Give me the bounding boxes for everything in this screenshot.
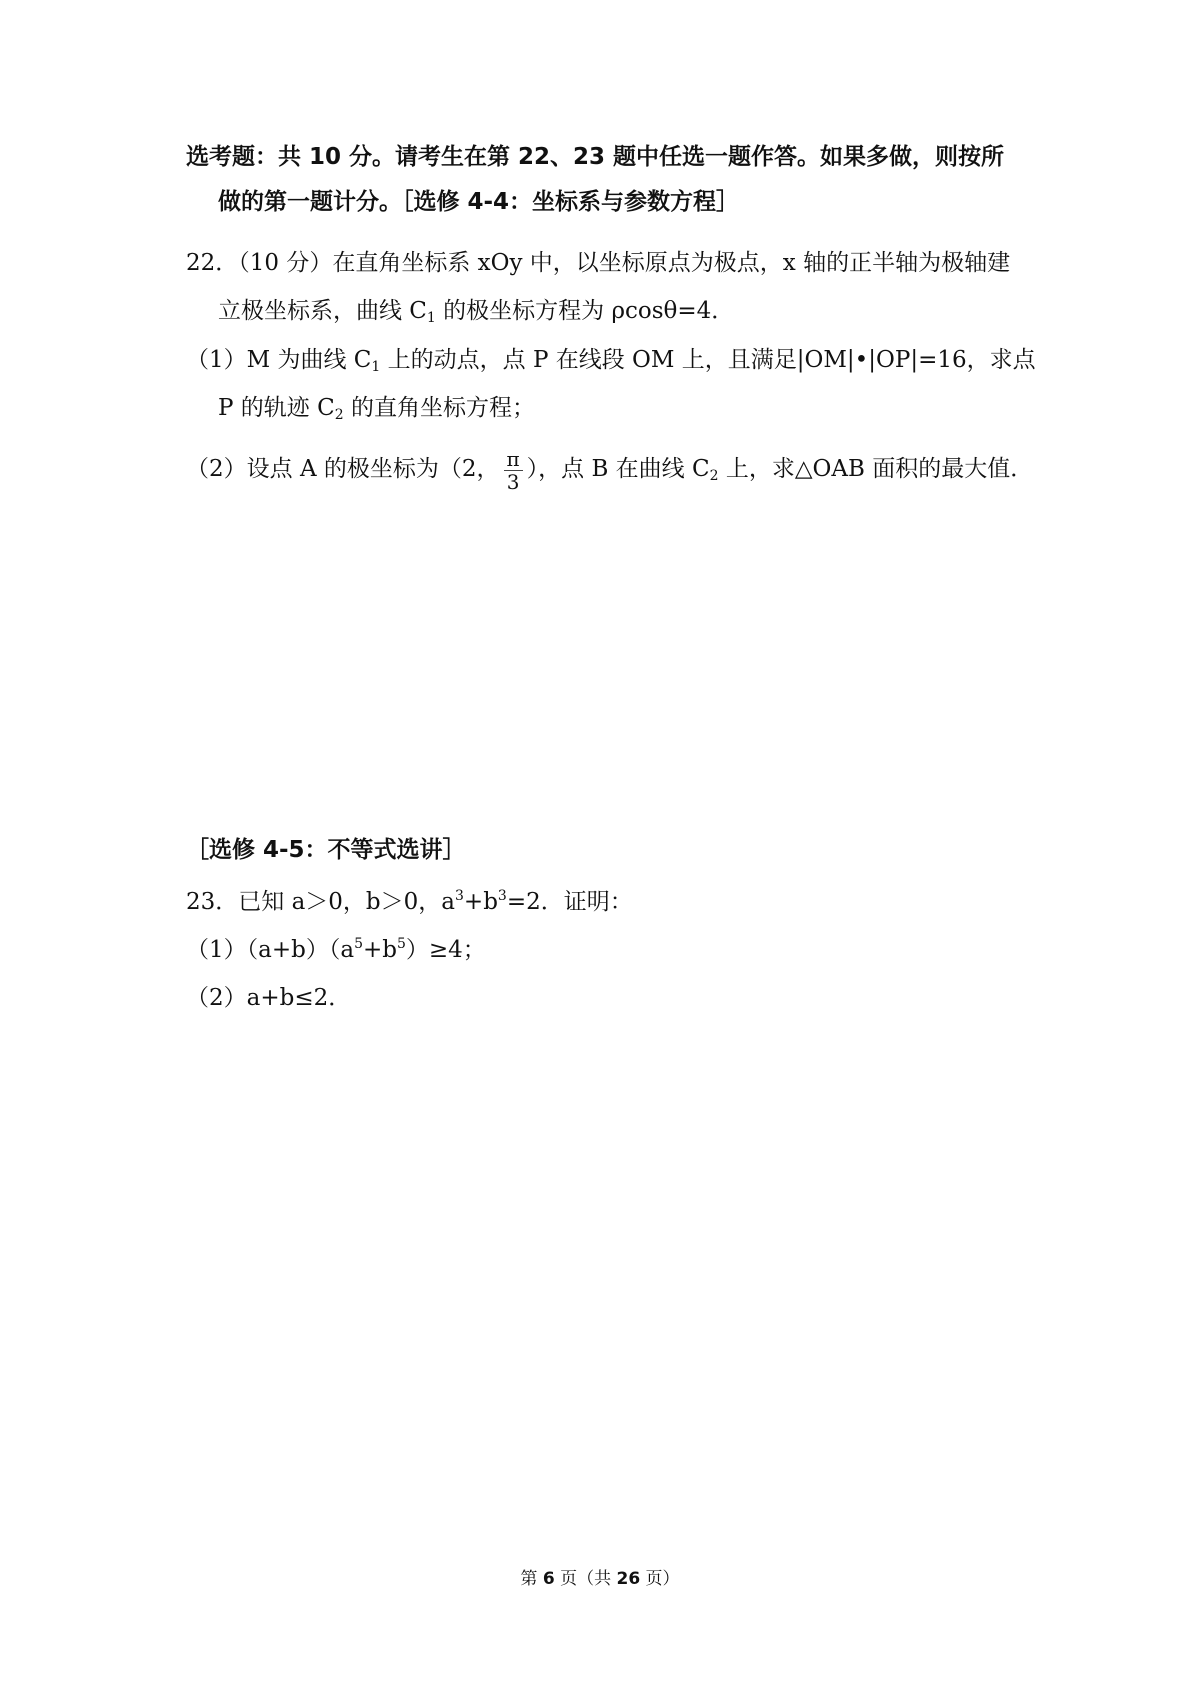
current-page-number: 6 — [542, 1569, 555, 1589]
q23-part1: $(1)(a+b)(a^5+b^5)\ge 4$； — [186, 936, 486, 963]
q22-part2: （2）设点 A 的极坐标为（2， $\frac{\pi}{3}$ ），点 B 在曲线 $C_2$ 上，求△OAB 面积的最大值． — [186, 446, 1034, 494]
q22-part1-line2: P 的轨迹 $C_2$ 的直角坐标方程； — [218, 395, 535, 423]
pi-over-3-fraction: $\frac{\pi}{3}$ — [504, 448, 523, 493]
page-footer: 第 6 页（共 26 页） — [520, 1569, 680, 1589]
q23-part2: （2）a+b≤2． — [186, 985, 352, 1011]
q22-stem-line2: 立极坐标系，曲线 $C_1$ 的极坐标方程为 ρcosθ=4． — [218, 298, 735, 326]
section-4-5-header: ［选修 4-5：不等式选讲］ — [186, 837, 466, 863]
elective-instructions-line1: 选考题：共 10 分。请考生在第 22、23 题中任选一题作答。如果多做，则按所 — [186, 144, 1005, 170]
q22-stem-line1: 22．（10 分）在直角坐标系 xOy 中，以坐标原点为极点，x 轴的正半轴为极轴建 — [186, 250, 1011, 276]
total-pages: 26 — [616, 1569, 641, 1589]
q23-stem: 23．已知 a＞0，b＞0，$a^3+b^3=2$．证明： — [186, 888, 633, 915]
elective-instructions-line2: 做的第一题计分。［选修 4-4：坐标系与参数方程］ — [218, 189, 740, 215]
q22-part1-line1: （1）M 为曲线 $C_1$ 上的动点，点 P 在线段 OM 上，且满足|OM|•|OP|=16，求点 — [186, 347, 1036, 375]
